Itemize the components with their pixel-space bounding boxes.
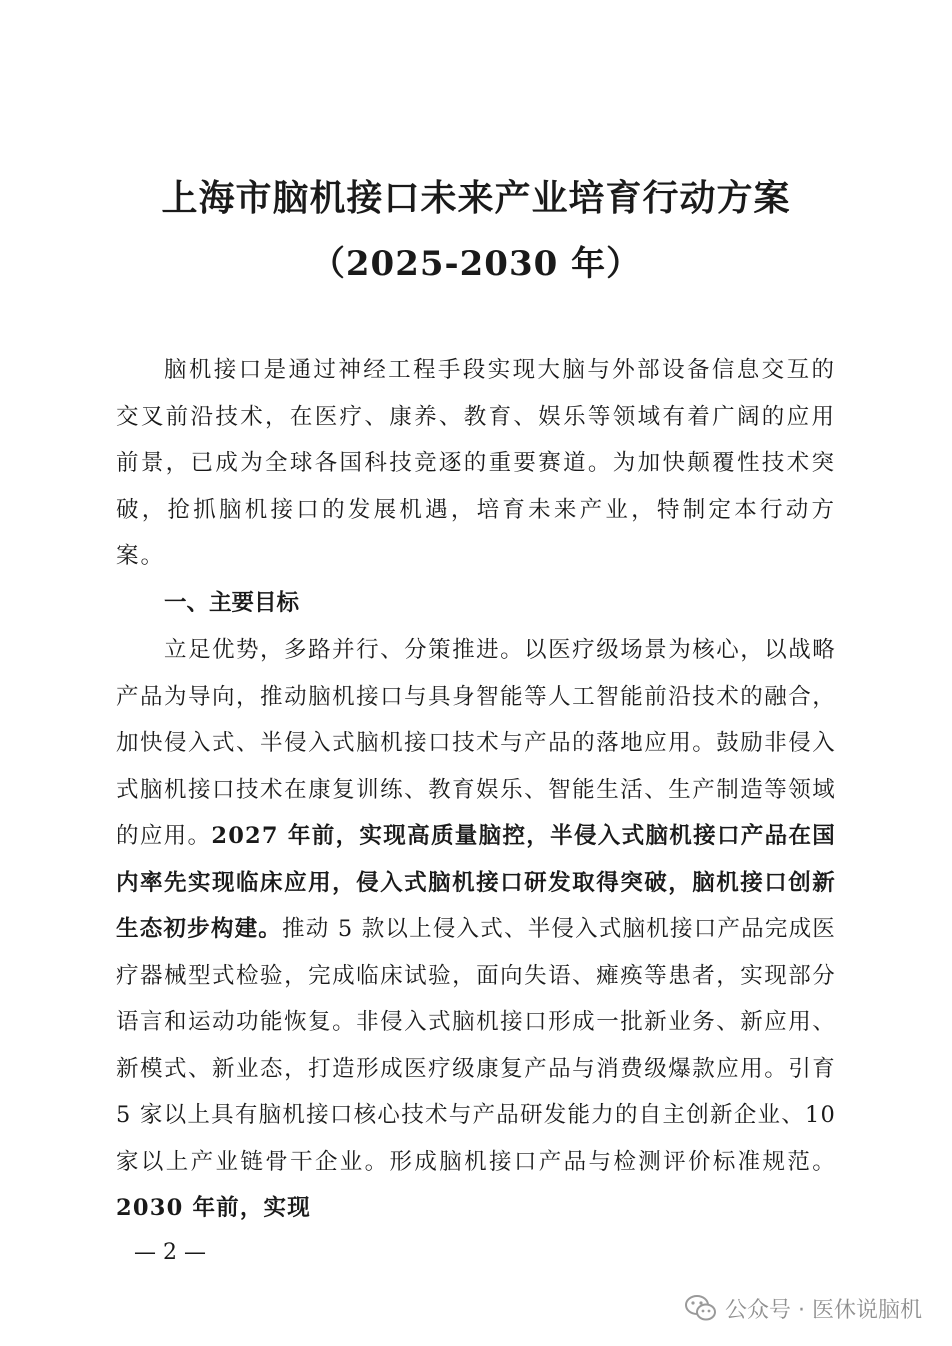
goals-bold-text-2: 2030 年前，实现 <box>116 1195 311 1221</box>
document-title: 上海市脑机接口未来产业培育行动方案 <box>161 177 791 219</box>
goals-text-2: 推动 5 款以上侵入式、半侵入式脑机接口产品完成医疗器械型式检验，完成临床试验，面向失语、瘫痪等患者，实现部分语言和运动功能恢复。非侵入式脑机接口形成一批新业务、新应用、新模式、新业态，打造形成医疗级康复产品与消费级爆款应用。引育 5 家以上具有脑机接口核心技术与产品研发能力的自主创新企业、10 家以上产业链骨干企业。形成脑机接口产品与检测评价标准规范。 <box>116 916 836 1175</box>
goals-text-1: 立足优势，多路并行、分策推进。以医疗级场景为核心，以战略产品为导向，推动脑机接口与具身智能等人工智能前沿技术的融合，加快侵入式、半侵入式脑机接口技术与产品的落地应用。鼓励非侵入式脑机接口技术在康复训练、教育娱乐、智能生活、生产制造等领域的应用。 <box>116 637 836 849</box>
intro-paragraph: 脑机接口是通过神经工程手段实现大脑与外部设备信息交互的交叉前沿技术，在医疗、康养、教育、娱乐等领域有着广阔的应用前景，已成为全球各国科技竞逐的重要赛道。为加快颠覆性技术突破，抢抓脑机接口的发展机遇，培育未来产业，特制定本行动方案。 <box>116 357 836 569</box>
document-subtitle: （2025-2030 年） <box>310 244 642 284</box>
goals-bold-text-1: 2027 年前，实现高质量脑控，半侵入式脑机接口产品在国内率先实现临床应用，侵入式脑机接口研发取得突破，脑机接口创新生态初步构建。 <box>116 823 836 942</box>
watermark-text: 公众号 · 医休说脑机 <box>725 1297 922 1323</box>
page-number: — 2 — <box>134 1240 206 1265</box>
section-heading: 一、主要目标 <box>164 590 300 616</box>
wechat-icon <box>685 1294 717 1322</box>
goals-paragraph <box>116 627 836 1232</box>
watermark <box>685 1290 922 1326</box>
